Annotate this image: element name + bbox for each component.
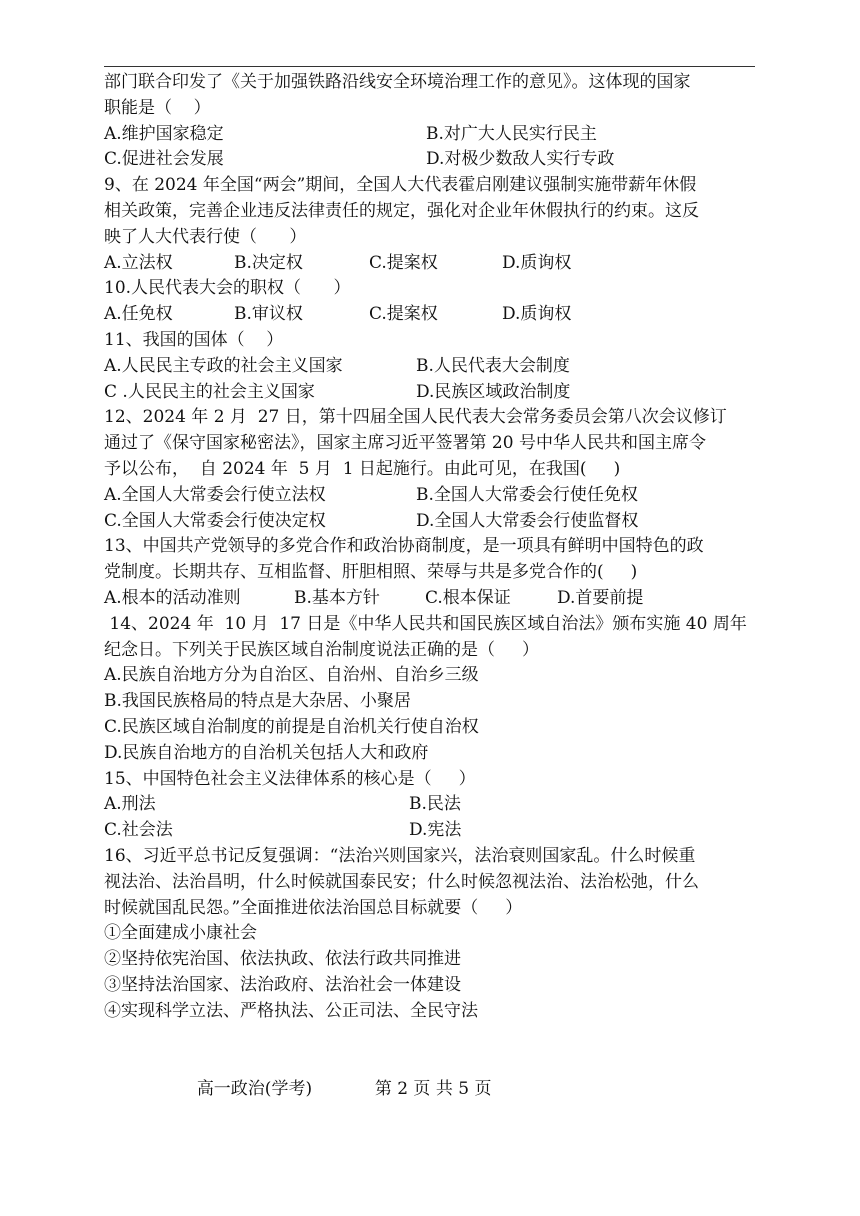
option-b: B.我国民族格局的特点是大杂居、小聚居	[104, 691, 411, 712]
option-b: B.审议权	[234, 304, 303, 325]
option-d: D.首要前提	[557, 587, 644, 608]
exam-page-content	[104, 70, 764, 1024]
option-b: B.决定权	[234, 252, 303, 273]
question-10-options	[104, 302, 764, 328]
question-15-stem: 15、中国特色社会主义法律体系的核心是（ ）	[104, 768, 476, 789]
option-a: A.根本的活动准则	[104, 587, 241, 608]
option-d: D.民族自治地方的自治机关包括人大和政府	[104, 742, 429, 763]
question-14-stem-2: 纪念日。下列关于民族区域自治制度说法正确的是（ ）	[104, 639, 540, 660]
option-a: A.人民民主专政的社会主义国家	[104, 355, 343, 376]
option-d: D.宪法	[409, 820, 462, 841]
footer-subject: 高一政治(学考)	[196, 1079, 313, 1099]
question-13-stem-2: 党制度。长期共存、互相监督、肝胆相照、荣辱与共是多党合作的( )	[104, 562, 638, 583]
header-rule	[104, 66, 755, 67]
option-d: D.全国人大常委会行使监督权	[416, 510, 639, 531]
question-10-stem: 10.人民代表大会的职权（ ）	[104, 278, 351, 299]
option-d: D.质询权	[502, 252, 572, 273]
statement-3: ③坚持法治国家、法治政府、法治社会一体建设	[104, 974, 461, 995]
option-c: C.社会法	[104, 820, 173, 841]
statement-1: ①全面建成小康社会	[104, 923, 257, 944]
option-d: D.质询权	[502, 304, 572, 325]
question-9-stem: 9、在 2024 年全国“两会”期间，全国人大代表霍启刚建议强制实施带薪年休假	[104, 175, 697, 196]
question-12-stem: 12、2024 年 2 月 27 日，第十四届全国人民代表大会常务委员会第八次会议修订	[104, 407, 727, 428]
question-8-options-ab	[104, 122, 764, 148]
question-12-stem-3: 予以公布， 自 2024 年 5 月 1 日起施行。由此可见，在我国( )	[104, 458, 621, 479]
option-c: C.促进社会发展	[104, 149, 224, 170]
option-b: B.人民代表大会制度	[416, 355, 570, 376]
option-b: B.对广大人民实行民主	[426, 123, 597, 144]
option-b: B.基本方针	[294, 587, 380, 608]
option-c: C.提案权	[369, 252, 438, 273]
question-12-stem-2: 通过了《保守国家秘密法》，国家主席习近平签署第 20 号中华人民共和国主席令	[104, 433, 706, 454]
option-d: D.民族区域政治制度	[416, 381, 571, 402]
option-c: C.民族区域自治制度的前提是自治机关行使自治权	[104, 716, 479, 737]
question-15-options-cd	[104, 818, 764, 844]
option-a: A.全国人大常委会行使立法权	[104, 484, 326, 505]
option-a: A.民族自治地方分为自治区、自治州、自治乡三级	[104, 665, 479, 686]
question-11-stem: 11、我国的国体（ ）	[104, 329, 284, 350]
question-12-options-cd	[104, 509, 764, 535]
statement-2: ②坚持依宪治国、依法执政、依法行政共同推进	[104, 949, 461, 970]
footer-page-number: 第 2 页 共 5 页	[374, 1079, 492, 1099]
option-b: B.民法	[409, 794, 461, 815]
question-14-stem: 14、2024 年 10 月 17 日是《中华人民共和国民族区域自治法》颁布实施 40 周年	[104, 613, 747, 634]
option-b: B.全国人大常委会行使任免权	[416, 484, 638, 505]
option-a: A.维护国家稳定	[104, 123, 224, 144]
question-16-stem-3: 时候就国乱民怨。”全面推进依法治国总目标就要（ ）	[104, 897, 523, 918]
option-c: C.提案权	[369, 304, 438, 325]
question-13-options	[104, 586, 764, 612]
option-a: A.任免权	[104, 304, 173, 325]
question-8-stem: 部门联合印发了《关于加强铁路沿线安全环境治理工作的意见》。这体现的国家	[104, 72, 691, 92]
question-16-stem: 16、习近平总书记反复强调：“法治兴则国家兴，法治衰则国家乱。什么时候重	[104, 845, 696, 866]
option-a: A.立法权	[104, 252, 173, 273]
option-c: C.全国人大常委会行使决定权	[104, 510, 326, 531]
question-8-options-cd	[104, 147, 764, 173]
option-c: C .人民民主的社会主义国家	[104, 381, 315, 402]
page-footer	[186, 1054, 491, 1099]
question-9-stem-2: 相关政策，完善企业违反法律责任的规定，强化对企业年休假执行的约束。这反	[104, 200, 699, 221]
question-11-options-cd	[104, 380, 764, 406]
question-12-options-ab	[104, 483, 764, 509]
question-9-options	[104, 251, 764, 277]
question-13-stem: 13、中国共产党领导的多党合作和政治协商制度，是一项具有鲜明中国特色的政	[104, 536, 704, 557]
statement-4: ④实现科学立法、严格执法、公正司法、全民守法	[104, 1000, 478, 1021]
question-11-options-ab	[104, 354, 764, 380]
option-a: A.刑法	[104, 794, 156, 815]
question-9-stem-3: 映了人大代表行使（ ）	[104, 226, 307, 247]
question-8-stem-end: 职能是（ ）	[104, 97, 211, 118]
question-15-options-ab	[104, 792, 764, 818]
option-d: D.对极少数敌人实行专政	[426, 149, 615, 170]
option-c: C.根本保证	[425, 587, 511, 608]
question-16-stem-2: 视法治、法治昌明，什么时候就国泰民安；什么时候忽视法治、法治松弛，什么	[104, 871, 699, 892]
